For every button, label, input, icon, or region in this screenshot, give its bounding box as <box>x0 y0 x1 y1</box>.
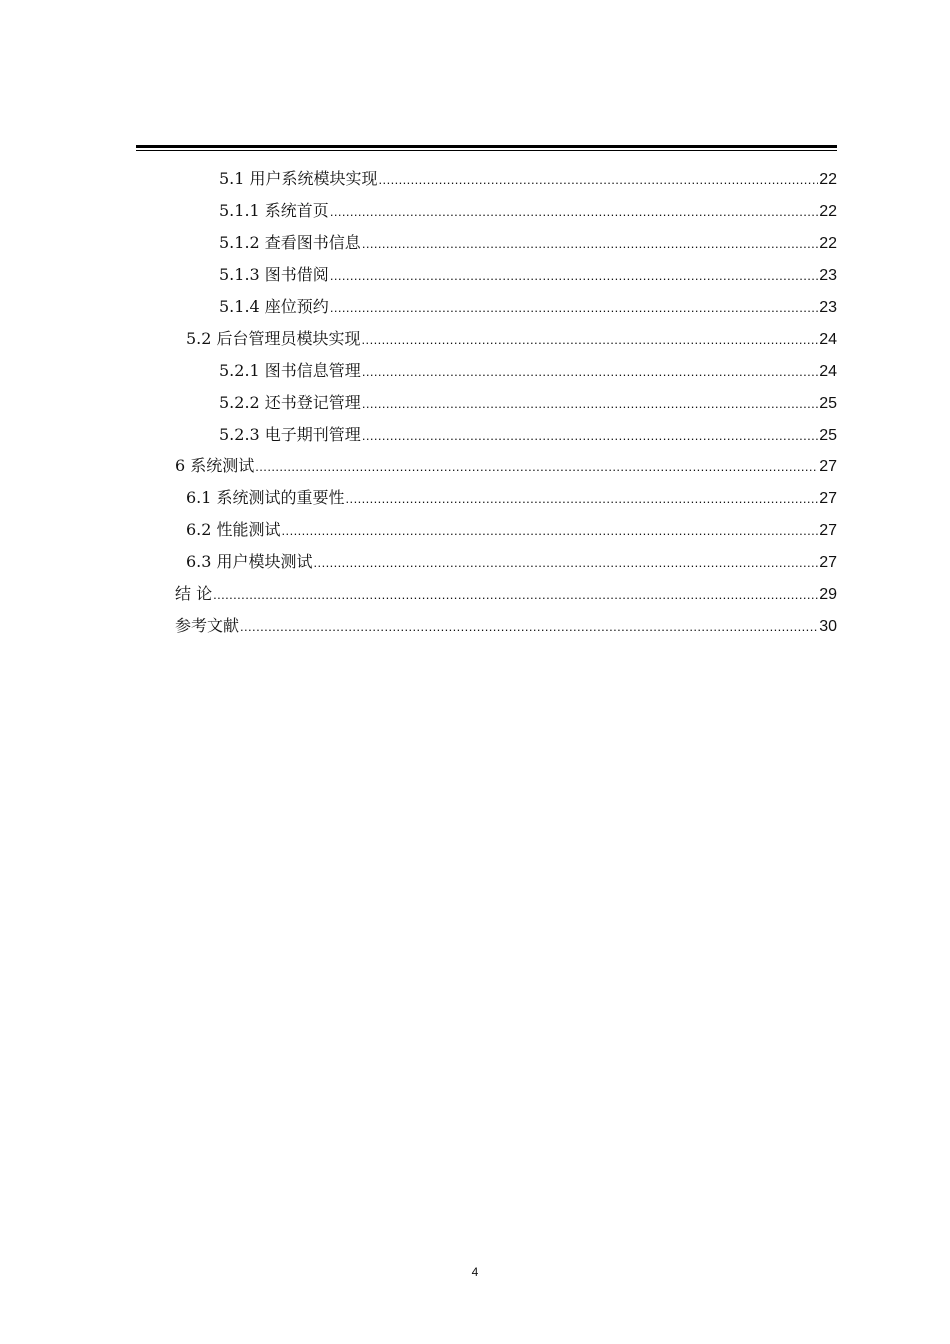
toc-entry-page: 27 <box>819 490 837 507</box>
toc-leader-dots <box>362 357 818 387</box>
toc-entry-label: 5.1.3 图书借阅 <box>219 265 329 284</box>
toc-entry-page: 23 <box>819 299 837 316</box>
toc-entry[interactable] <box>186 547 837 577</box>
toc-entry[interactable] <box>219 356 837 386</box>
toc-entry-page: 24 <box>819 363 837 380</box>
toc-entry-page: 22 <box>819 235 837 252</box>
toc-entry[interactable] <box>175 611 837 641</box>
toc-entry-label: 5.2.3 电子期刊管理 <box>219 425 361 444</box>
toc-leader-dots <box>362 325 819 355</box>
toc-leader-dots <box>213 580 818 610</box>
toc-entry-label: 5.2 后台管理员模块实现 <box>186 329 361 348</box>
toc-entry-page: 22 <box>819 171 837 188</box>
toc-leader-dots <box>379 165 819 195</box>
toc-entry[interactable] <box>219 260 837 290</box>
toc-leader-dots <box>362 421 818 451</box>
toc-entry[interactable] <box>186 483 837 513</box>
toc-leader-dots <box>330 261 818 291</box>
toc-entry-page: 27 <box>819 554 837 571</box>
toc-leader-dots <box>255 452 818 482</box>
toc-leader-dots <box>346 484 819 514</box>
toc-leader-dots <box>314 548 819 578</box>
toc-entry-page: 25 <box>819 395 837 412</box>
toc-entry-label: 6 系统测试 <box>175 456 255 475</box>
header-rule-thin <box>136 150 837 151</box>
toc-entry[interactable] <box>219 196 837 226</box>
toc-entry-label: 5.1.4 座位预约 <box>219 297 329 316</box>
toc-entry-label: 5.1.2 查看图书信息 <box>219 233 361 252</box>
toc-entry-page: 24 <box>819 331 837 348</box>
toc-entry-page: 30 <box>819 618 837 635</box>
toc-leader-dots <box>362 389 818 419</box>
toc-entry-label: 5.1.1 系统首页 <box>219 201 329 220</box>
toc-entry-page: 27 <box>819 458 837 475</box>
toc-entry-label: 5.1 用户系统模块实现 <box>219 169 378 188</box>
toc-entry[interactable] <box>219 388 837 418</box>
toc-entry[interactable] <box>219 420 837 450</box>
toc-entry-page: 27 <box>819 522 837 539</box>
toc-entry[interactable] <box>219 164 837 194</box>
toc-entry[interactable] <box>175 451 837 481</box>
toc-entry[interactable] <box>186 515 837 545</box>
toc-entry-page: 25 <box>819 427 837 444</box>
toc-entry-label: 结 论 <box>175 584 213 603</box>
toc-leader-dots <box>362 229 818 259</box>
toc-entry[interactable] <box>186 324 837 354</box>
toc-entry-page: 23 <box>819 267 837 284</box>
toc-entry-label: 5.2.2 还书登记管理 <box>219 393 361 412</box>
toc-entry-page: 29 <box>819 586 837 603</box>
toc-entry-label: 6.3 用户模块测试 <box>186 552 313 571</box>
toc-entry[interactable] <box>175 579 837 609</box>
toc-leader-dots <box>330 293 818 323</box>
toc-entry-label: 6.2 性能测试 <box>186 520 281 539</box>
page-number: 4 <box>471 1265 479 1279</box>
header-rule <box>136 145 837 148</box>
toc-leader-dots <box>240 612 818 642</box>
toc-entry-label: 5.2.1 图书信息管理 <box>219 361 361 380</box>
toc-leader-dots <box>330 197 818 227</box>
toc-entry[interactable] <box>219 292 837 322</box>
toc-entry[interactable] <box>219 228 837 258</box>
toc-entry-page: 22 <box>819 203 837 220</box>
toc-entry-label: 参考文献 <box>175 616 240 635</box>
toc-leader-dots <box>282 516 819 546</box>
toc-entry-label: 6.1 系统测试的重要性 <box>186 488 345 507</box>
